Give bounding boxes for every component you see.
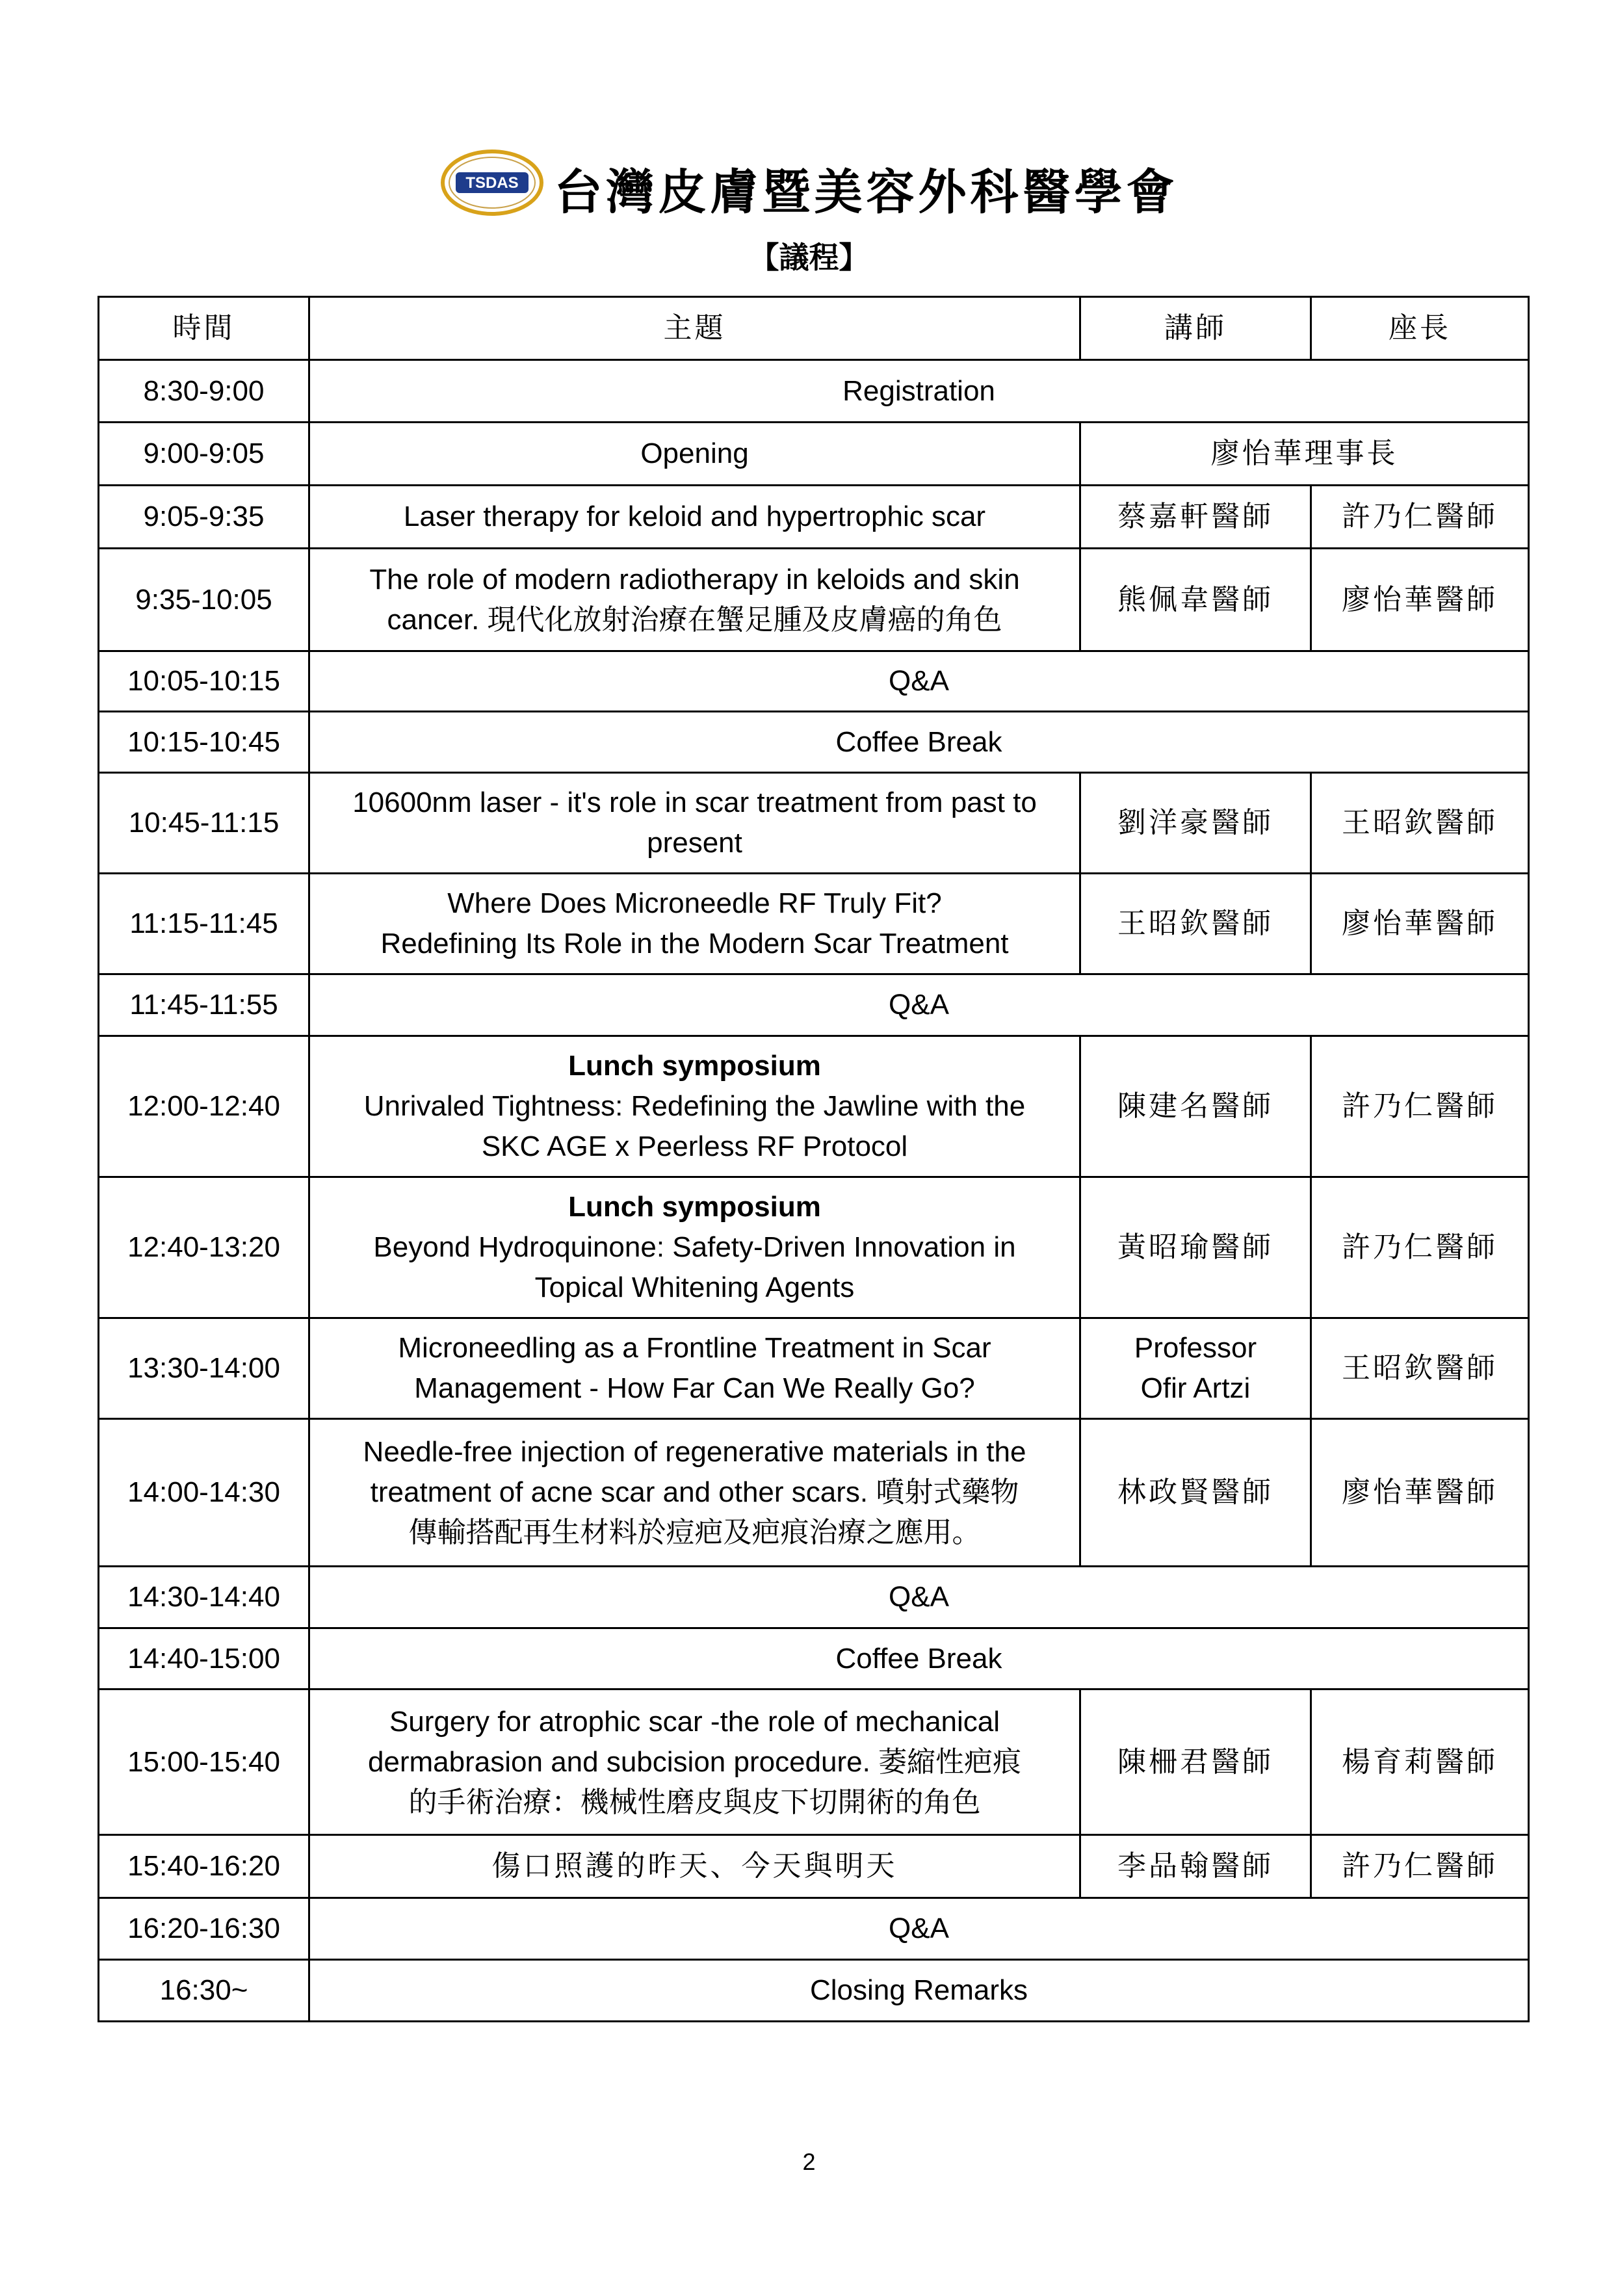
- tsdas-logo-icon: [440, 148, 544, 218]
- speaker-cell: 陳柵君醫師: [1080, 1689, 1311, 1835]
- page-number: 2: [802, 2148, 816, 2175]
- topic-line: Closing Remarks: [810, 1974, 1028, 2006]
- topic-line: Q&A: [889, 665, 949, 697]
- time-cell: 14:40-15:00: [99, 1628, 309, 1689]
- topic-line: The role of modern radiotherapy in keloids and skin: [369, 563, 1020, 595]
- topic-cell: [309, 549, 1080, 651]
- topic-line: 的手術治療：機械性磨皮與皮下切開術的角色: [408, 1786, 981, 1818]
- topic-line: SKC AGE x Peerless RF Protocol: [481, 1130, 908, 1162]
- time-cell: 13:30-14:00: [99, 1318, 309, 1419]
- time-cell: 12:00-12:40: [99, 1036, 309, 1177]
- time-cell: 8:30-9:00: [99, 360, 309, 423]
- topic-cell: [309, 423, 1080, 486]
- page-header: [0, 146, 1618, 231]
- chair-cell: 廖怡華醫師: [1311, 549, 1529, 651]
- chair-cell: 王昭欽醫師: [1311, 1318, 1529, 1419]
- topic-heading-text: Lunch symposium: [568, 1050, 821, 1082]
- topic-line: 10600nm laser - it's role in scar treatment from past to: [352, 787, 1037, 818]
- topic-cell: [309, 1689, 1080, 1835]
- topic-cell: [309, 1318, 1080, 1419]
- table-header-row: [99, 297, 1529, 360]
- speaker-cell: 李品翰醫師: [1080, 1835, 1311, 1898]
- topic-line: dermabrasion and subcision procedure. 萎縮性疤痕: [367, 1745, 1022, 1778]
- chair-cell: 許乃仁醫師: [1311, 1036, 1529, 1177]
- table-row: [99, 773, 1529, 874]
- table-row: [99, 874, 1529, 974]
- page-title: 台灣皮膚暨美容外科醫學會: [554, 164, 1179, 220]
- topic-line: Coffee Break: [835, 1642, 1002, 1675]
- speaker-line: Ofir Artzi: [1140, 1372, 1251, 1404]
- topic-line: Redefining Its Role in the Modern Scar Treatment: [380, 928, 1009, 959]
- table-row: [99, 1960, 1529, 2022]
- topic-cell: [309, 486, 1080, 549]
- table-row: [99, 1036, 1529, 1177]
- topic-line: 傷口照護的昨天、今天與明天: [491, 1849, 898, 1883]
- column-header-chair: 座長: [1311, 297, 1529, 360]
- chair-cell: 許乃仁醫師: [1311, 486, 1529, 549]
- agenda-subtitle: 【議程】: [749, 240, 869, 275]
- topic-line: Surgery for atrophic scar -the role of mechanical: [389, 1705, 1000, 1738]
- topic-cell: [309, 1628, 1529, 1689]
- topic-heading: [322, 1187, 1067, 1227]
- table-row: [99, 974, 1529, 1036]
- topic-line: Unrivaled Tightness: Redefining the Jawline with the: [363, 1090, 1026, 1122]
- time-cell: 11:15-11:45: [99, 874, 309, 974]
- table-row: [99, 486, 1529, 549]
- table-row: [99, 712, 1529, 773]
- time-cell: 9:05-9:35: [99, 486, 309, 549]
- topic-cell: [309, 1036, 1080, 1177]
- topic-heading: [322, 1046, 1067, 1086]
- topic-line: Opening: [640, 437, 749, 469]
- speaker-cell: 陳建名醫師: [1080, 1036, 1311, 1177]
- speaker-cell: [1080, 1318, 1311, 1419]
- time-cell: 15:00-15:40: [99, 1689, 309, 1835]
- topic-line: Topical Whitening Agents: [534, 1272, 855, 1303]
- time-cell: 14:00-14:30: [99, 1419, 309, 1567]
- topic-cell: [309, 1177, 1080, 1318]
- speaker-cell: 蔡嘉軒醫師: [1080, 486, 1311, 549]
- column-header-topic: 主題: [309, 297, 1080, 360]
- time-cell: 15:40-16:20: [99, 1835, 309, 1898]
- table-row: [99, 1318, 1529, 1419]
- topic-line: Beyond Hydroquinone: Safety-Driven Innovation in: [373, 1231, 1016, 1263]
- time-cell: 9:00-9:05: [99, 423, 309, 486]
- topic-cell: [309, 1960, 1529, 2022]
- chair-cell: 許乃仁醫師: [1311, 1177, 1529, 1318]
- table-row: [99, 1419, 1529, 1567]
- column-header-speaker: 講師: [1080, 297, 1311, 360]
- topic-line: Microneedling as a Frontline Treatment in Scar: [398, 1332, 991, 1364]
- time-cell: 10:05-10:15: [99, 651, 309, 712]
- topic-cell: [309, 1419, 1080, 1567]
- topic-line: Q&A: [889, 1912, 949, 1944]
- topic-line: Management - How Far Can We Really Go?: [414, 1372, 975, 1404]
- time-cell: 10:15-10:45: [99, 712, 309, 773]
- table-row: [99, 1567, 1529, 1628]
- topic-line: Needle-free injection of regenerative materials in the: [363, 1436, 1026, 1468]
- chair-cell: 廖怡華醫師: [1311, 1419, 1529, 1567]
- topic-cell: [309, 874, 1080, 974]
- logo-text: TSDAS: [465, 174, 519, 192]
- time-cell: 14:30-14:40: [99, 1567, 309, 1628]
- time-cell: 16:20-16:30: [99, 1898, 309, 1960]
- topic-cell: [309, 712, 1529, 773]
- topic-line: present: [647, 827, 742, 859]
- topic-heading-text: Lunch symposium: [568, 1191, 821, 1223]
- topic-line: 傳輸搭配再生材料於痘疤及疤痕治療之應用。: [408, 1517, 981, 1548]
- time-cell: 12:40-13:20: [99, 1177, 309, 1318]
- topic-line: Q&A: [889, 989, 949, 1021]
- time-cell: 11:45-11:55: [99, 974, 309, 1036]
- chair-cell: 廖怡華醫師: [1311, 874, 1529, 974]
- chair-cell: 王昭欽醫師: [1311, 773, 1529, 874]
- table-row: [99, 1628, 1529, 1689]
- speaker-cell: 林政賢醫師: [1080, 1419, 1311, 1567]
- speaker-line: Professor: [1134, 1332, 1257, 1364]
- topic-cell: [309, 1898, 1529, 1960]
- table-row: [99, 1835, 1529, 1898]
- topic-line: Registration: [842, 374, 995, 407]
- topic-cell: [309, 1835, 1080, 1898]
- topic-line: Laser therapy for keloid and hypertrophic scar: [403, 501, 986, 532]
- table-row: [99, 1898, 1529, 1960]
- topic-line: Where Does Microneedle RF Truly Fit?: [447, 887, 942, 919]
- topic-line: cancer. 現代化放射治療在蟹足腫及皮膚癌的角色: [387, 603, 1002, 636]
- topic-line: treatment of acne scar and other scars. 噴射式藥物: [370, 1476, 1019, 1508]
- speaker-cell: 王昭欽醫師: [1080, 874, 1311, 974]
- topic-cell: [309, 773, 1080, 874]
- time-cell: 10:45-11:15: [99, 773, 309, 874]
- chair-cell: 楊育莉醫師: [1311, 1689, 1529, 1835]
- topic-cell: [309, 651, 1529, 712]
- table-row: [99, 1177, 1529, 1318]
- time-cell: 9:35-10:05: [99, 549, 309, 651]
- time-cell: 16:30~: [99, 1960, 309, 2022]
- agenda-table: [98, 296, 1530, 2022]
- table-row: [99, 651, 1529, 712]
- speaker-cell: 劉洋豪醫師: [1080, 773, 1311, 874]
- topic-cell: [309, 360, 1529, 423]
- speaker-cell: 黃昭瑜醫師: [1080, 1177, 1311, 1318]
- table-row: [99, 360, 1529, 423]
- table-row: [99, 1689, 1529, 1835]
- speaker-chair-cell: 廖怡華理事長: [1080, 423, 1529, 486]
- table-row: [99, 549, 1529, 651]
- topic-cell: [309, 974, 1529, 1036]
- speaker-cell: 熊佩韋醫師: [1080, 549, 1311, 651]
- column-header-time: 時間: [99, 297, 309, 360]
- topic-cell: [309, 1567, 1529, 1628]
- chair-cell: 許乃仁醫師: [1311, 1835, 1529, 1898]
- topic-line: Coffee Break: [835, 725, 1002, 758]
- table-row: [99, 423, 1529, 486]
- topic-line: Q&A: [889, 1581, 949, 1613]
